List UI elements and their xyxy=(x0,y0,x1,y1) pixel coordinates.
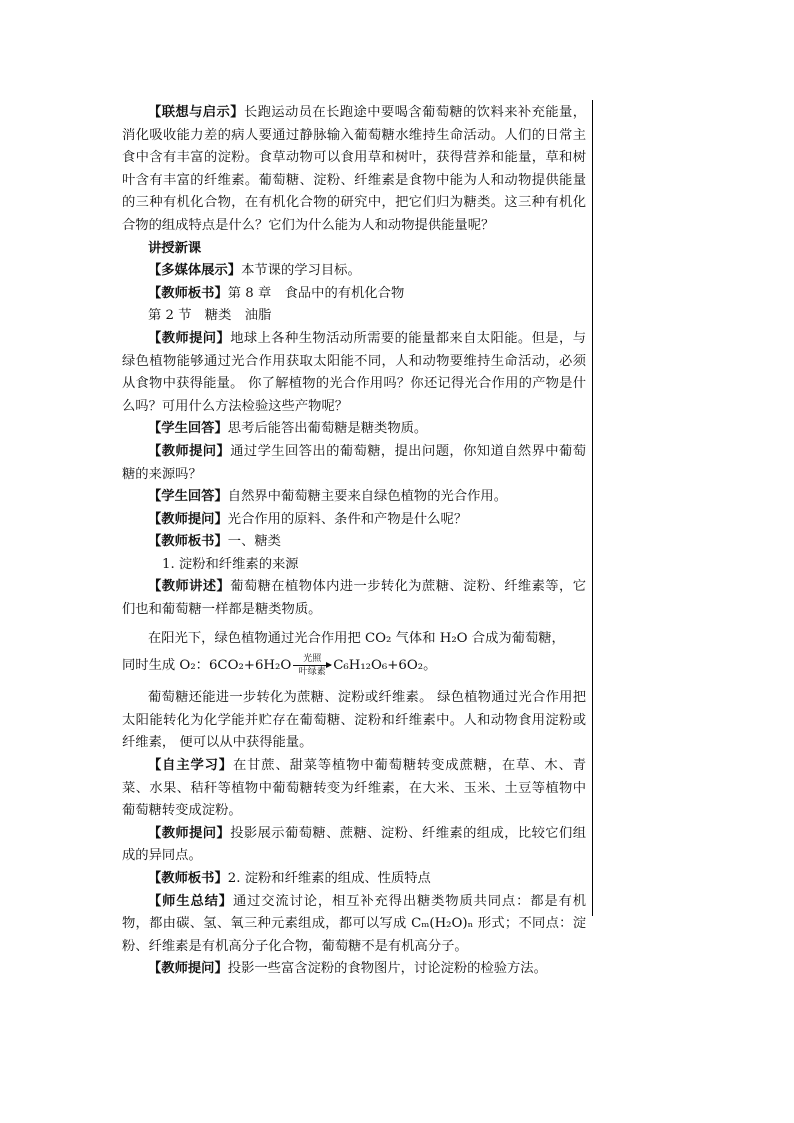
section-tag: 【教师提问】 xyxy=(148,443,231,459)
section-tag: 【学生回答】 xyxy=(148,421,228,437)
section-tag: 【教师提问】 xyxy=(148,330,231,346)
section-tag: 【教师板书】 xyxy=(148,871,228,886)
paragraph-text: 自然界中葡萄糖主要来自绿色植物的光合作用。 xyxy=(227,489,508,505)
condition-chlorophyll: 叶绿素 xyxy=(298,667,326,678)
section-tag: 【教师提问】 xyxy=(148,961,228,977)
paragraph-teacher-question-5 xyxy=(122,958,586,981)
section-tag: 【学生回答】 xyxy=(148,489,228,505)
section-tag: 【教师板书】 xyxy=(148,534,228,550)
paragraph-text: 葡萄糖在植物体内进一步转化为蔗糖、淀粉、纤维素等，它们也和葡萄糖一样都是糖类物质。 xyxy=(122,579,587,618)
equation-products: C₆H₁₂O₆+6O₂。 xyxy=(333,657,437,673)
arrow-icon xyxy=(293,665,331,666)
section-tag: 【教师讲述】 xyxy=(148,579,231,595)
paragraph-multimedia xyxy=(122,260,586,283)
paragraph-text: 投影一些富含淀粉的食物图片，讨论淀粉的检验方法。 xyxy=(227,961,547,977)
paragraph-text: 长跑运动员在长跑途中要喝含葡萄糖的饮料来补充能量，消化吸收能力差的病人要通过静脉输入葡萄糖水维持生命活动。人们的日常主食中含有丰富的淀粉。食草动物可以食用草和树叶，获得营养和能量，草和树叶含有丰富的纤维素。葡萄糖、淀粉、纤维素是食物中能为人和动物提供能量的三种有机化合物，在有机化合物的研究中，把它们归为糖类。这三种有机化合物的组成特点是什么？它们为什么能为人和动物提供能量呢？ xyxy=(122,105,587,233)
paragraph-text: 第 8 章 食品中的有机化合物 xyxy=(227,285,405,301)
paragraph-text: 思考后能答出葡萄糖是糖类物质。 xyxy=(227,421,428,437)
subheading-source: 1. 淀粉和纤维素的来源 xyxy=(162,556,299,572)
section-tag: 【教师提问】 xyxy=(148,825,231,841)
paragraph-text: 光合作用的原料、条件和产物是什么呢？ xyxy=(227,511,468,527)
reaction-arrow xyxy=(293,654,331,677)
paragraph-teacher-question-1 xyxy=(122,328,586,418)
section-tag: 【教师提问】 xyxy=(148,511,228,527)
section-tag: 【联想与启示】 xyxy=(148,105,244,120)
paragraph-teacher-question-3 xyxy=(122,509,586,532)
paragraph-teacher-question-4 xyxy=(122,823,586,868)
paragraph-board-chapter xyxy=(122,283,586,306)
table-right-border xyxy=(592,100,593,916)
paragraph-glucose-conversion: 葡萄糖还能进一步转化为蔗糖、淀粉或纤维素。 绿色植物通过光合作用把太阳能转化为化学能并贮存在葡萄糖、淀粉和纤维素中。人和动物食用淀粉或纤维素， 便可以从中获得能量。 xyxy=(122,690,586,751)
paragraph-text: 通过学生回答出的葡萄糖，提出问题，你知道自然界中葡萄糖的来源吗？ xyxy=(122,443,587,482)
paragraph-text: 2. 淀粉和纤维素的组成、性质特点 xyxy=(227,871,431,886)
lesson-text xyxy=(122,102,586,981)
paragraph-board-composition xyxy=(122,868,586,891)
paragraph-text: 在甘蔗、甜菜等植物中葡萄糖转变成蔗糖，在草、木、青菜、水果、秸秆等植物中葡萄糖转变为纤维素，在大米、玉米、土豆等植物中葡萄糖转变成淀粉。 xyxy=(122,758,587,819)
section-title: 第 2 节 糖类 油脂 xyxy=(148,308,272,324)
equation-reactants: 同时生成 O₂：6CO₂+6H₂O xyxy=(122,657,292,673)
paragraph-photosynthesis: 在阳光下，绿色植物通过光合作用把 CO₂ 气体和 H₂O 合成为葡萄糖， xyxy=(148,630,565,646)
paragraph-association xyxy=(122,102,586,238)
condition-light: 光照 xyxy=(303,654,322,665)
paragraph-teacher-lecture xyxy=(122,576,586,621)
paragraph-text: 本节课的学习目标。 xyxy=(241,263,361,279)
paragraph-self-study xyxy=(122,755,586,823)
section-tag: 【师生总结】 xyxy=(148,893,233,909)
paragraph-text: 通过交流讨论，相互补充得出糖类物质共同点：都是有机物，都由碳、氢、氧三种元素组成，都可以写成 Cₘ(H₂O)ₙ 形式；不同点：淀粉、纤维素是有机高分子化合物，葡萄糖不是有机高分子。 xyxy=(122,893,587,954)
paragraph-teacher-question-2 xyxy=(122,441,586,486)
paragraph-summary xyxy=(122,891,586,959)
paragraph-board-sugars xyxy=(122,531,586,554)
section-tag: 【自主学习】 xyxy=(148,758,233,774)
paragraph-student-answer-1 xyxy=(122,418,586,441)
paragraph-text: 投影展示葡萄糖、蔗糖、淀粉、纤维素的组成，比较它们组成的异同点。 xyxy=(122,825,587,864)
paragraph-text: 一、糖类 xyxy=(227,534,281,550)
heading-new-lesson: 讲授新课 xyxy=(148,240,202,256)
section-tag: 【教师板书】 xyxy=(148,285,228,301)
photosynthesis-equation xyxy=(122,654,586,677)
paragraph-text: 地球上各种生物活动所需要的能量都来自太阳能。但是，与绿色植物能够通过光合作用获取太阳能不同，人和动物要维持生命活动，必须从食物中获得能量。 你了解植物的光合作用吗？你还记得光合作用的产物是什么吗？可用什么方法检验这些产物呢？ xyxy=(122,330,587,414)
paragraph-student-answer-2 xyxy=(122,486,586,509)
section-tag: 【多媒体展示】 xyxy=(148,263,242,279)
